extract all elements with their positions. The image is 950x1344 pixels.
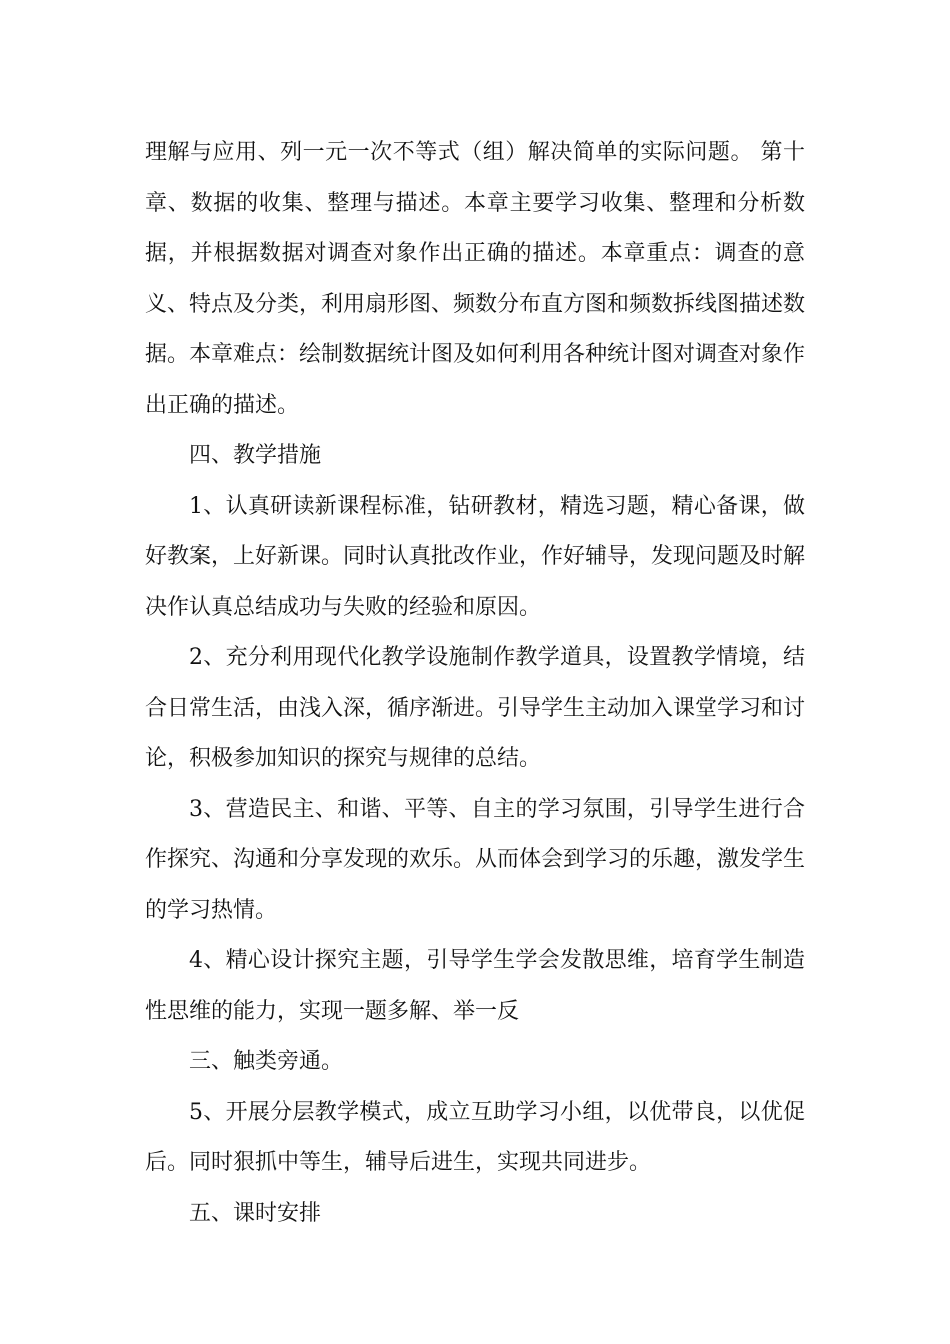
document-body <box>145 128 805 1239</box>
paragraph-analogy: 三、触类旁通。 <box>189 1049 344 1074</box>
heading-class-schedule: 五、课时安排 <box>189 1200 322 1226</box>
paragraph-measure-2: 2、充分利用现代化教学设施制作教学道具，设置教学情境，结合日常生活，由浅入深，循序渐进。引导学生主动加入课堂学习和讨论，积极参加知识的探究与规律的总结。 <box>145 645 806 771</box>
heading-teaching-measures: 四、教学措施 <box>189 443 322 468</box>
paragraph-measure-5: 5、开展分层教学模式，成立互助学习小组，以优带良，以优促后。同时狠抓中等生，辅导后进生，实现共同进步。 <box>145 1099 805 1175</box>
paragraph-measure-3: 3、营造民主、和谐、平等、自主的学习氛围，引导学生进行合作探究、沟通和分享发现的欢乐。从而体会到学习的乐趣，激发学生的学习热情。 <box>145 796 806 923</box>
paragraph-measure-4: 4、精心设计探究主题，引导学生学会发散思维，培育学生制造性思维的能力，实现一题多解、举一反 <box>145 948 805 1024</box>
paragraph-measure-1: 1、认真研读新课程标准，钻研教材，精选习题，精心备课，做好教案，上好新课。同时认真批改作业，作好辅导，发现问题及时解决作认真总结成功与失败的经验和原因。 <box>145 493 806 620</box>
paragraph-chapter-ten: 理解与应用、列一元一次不等式（组）解决简单的实际问题。 第十章、数据的收集、整理与描述。本章主要学习收集、整理和分析数据，并根据数据对调查对象作出正确的描述。本章重点：调查的意义、特点及分类，利用扇形图、频数分布直方图和频数拆线图描述数据。本章难点：绘制数据统计图及如何利用各种统计图对调查对象作出正确的描述。 <box>145 140 806 418</box>
